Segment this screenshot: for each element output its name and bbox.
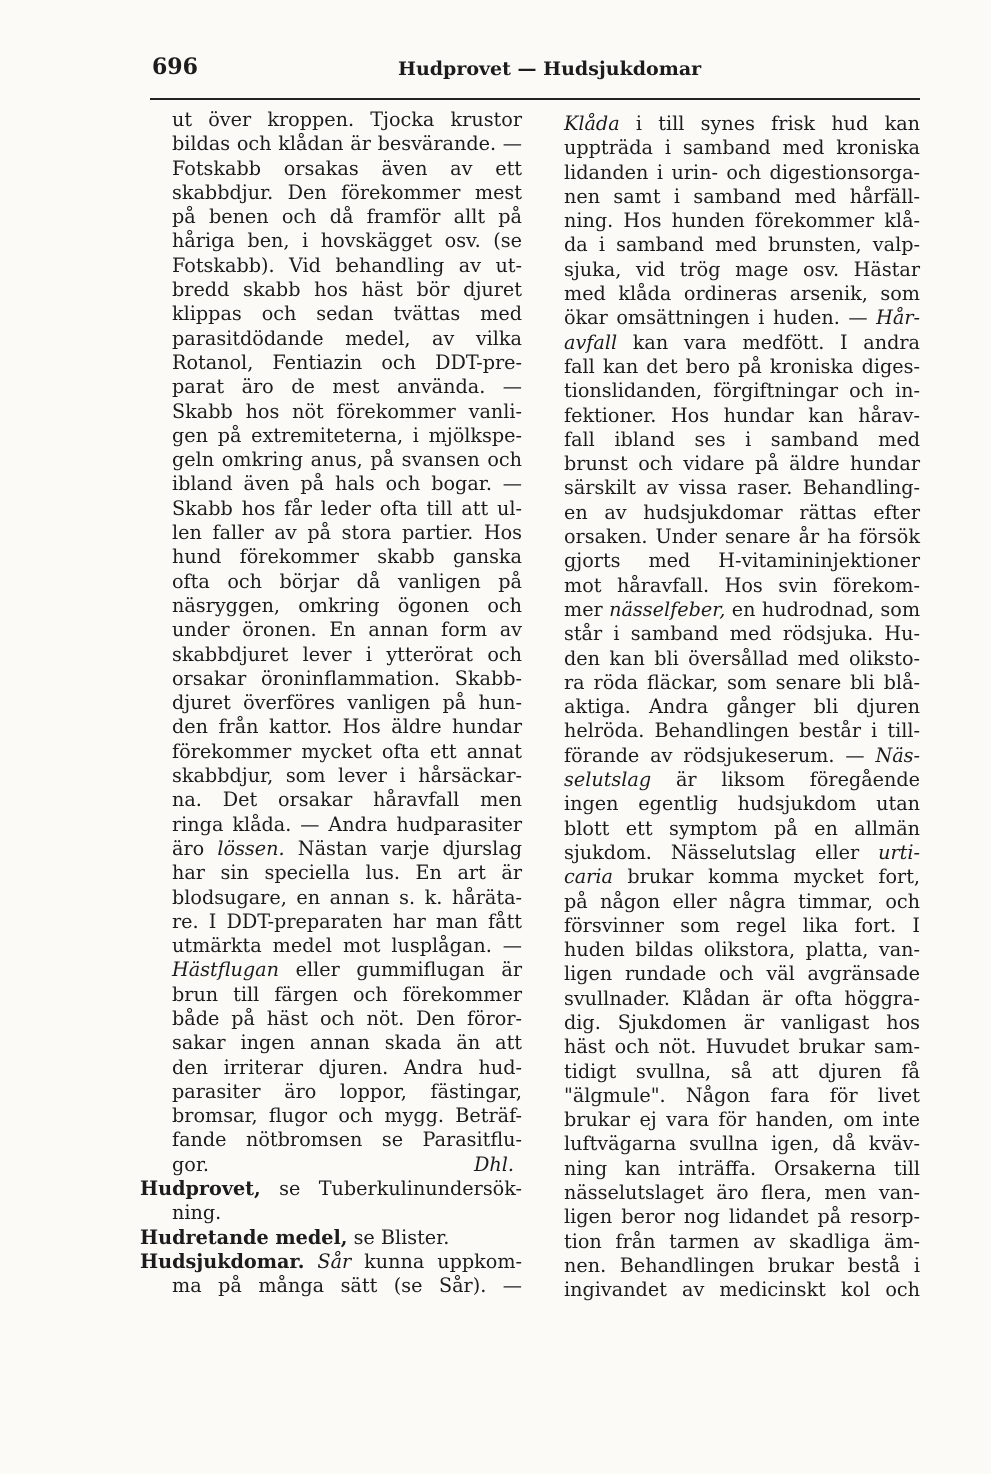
- text-line: skabbdjuret lever i ytterörat och: [172, 642, 522, 666]
- text-line: förande av rödsjukeserum. — Näs-: [564, 743, 920, 767]
- page-number: 696: [152, 54, 198, 80]
- text-line: särskilt av vissa raser. Behandling-: [564, 476, 920, 500]
- text-line: sjukdom. Nässelutslag eller urti-: [564, 840, 921, 864]
- text-line: på någon eller några timmar, och: [564, 889, 920, 913]
- text-line: har sin speciella lus. En art är: [172, 861, 522, 885]
- text-line: blott ett symptom på en allmän: [564, 816, 920, 840]
- text-line: len faller av på stora partier. Hos: [172, 521, 522, 545]
- text-line: mot håravfall. Hos svin förekom-: [564, 573, 920, 597]
- text-line: brun till färgen och förekommer: [172, 982, 522, 1006]
- text-line: nen samt i samband med hårfäll-: [564, 184, 920, 208]
- text-line: ligen beror nog lidandet på resorp-: [564, 1205, 920, 1229]
- text-line: mer nässelfeber, en hudrodnad, som: [564, 597, 921, 621]
- text-line: ning.: [172, 1201, 222, 1225]
- text-line: står i samband med rödsjuka. Hu-: [564, 622, 920, 646]
- text-line: Rotanol, Fentiazin och DDT-pre-: [172, 350, 522, 374]
- text-line: ökar omsättningen i huden. — Hår-: [564, 306, 920, 330]
- headword: Hudprovet,: [140, 1177, 261, 1201]
- text-line: ning. Hos hunden förekommer klå-: [564, 209, 920, 233]
- text-line: Skabb hos får leder ofta till att ul-: [172, 496, 522, 520]
- text-line: både på häst och nöt. Den föror-: [172, 1006, 522, 1030]
- text-line: den från kattor. Hos äldre hundar: [172, 715, 522, 739]
- text-line: parasiter äro loppor, fästingar,: [172, 1079, 522, 1103]
- text-line: häst och nöt. Huvudet brukar sam-: [564, 1035, 920, 1059]
- text-line: da i samband med brunsten, valp-: [564, 233, 920, 257]
- text-line: uppträda i samband med kroniska: [564, 136, 920, 160]
- header-rule: [150, 98, 920, 100]
- text-line: Klåda i till synes frisk hud kan: [564, 112, 920, 135]
- text-line: tionslidanden, förgiftningar och in-: [564, 379, 920, 403]
- text-line: selutslag är liksom föregående: [564, 768, 920, 792]
- text-line: luftvägarna svullna igen, då kväv-: [564, 1132, 920, 1156]
- text-line: gor. Dhl.: [172, 1152, 514, 1176]
- text-line: aktiga. Andra gånger bli djuren: [564, 695, 920, 719]
- dictionary-entry: Hudretande medel, se Blister.: [140, 1225, 450, 1249]
- text-line: Skabb hos nöt förekommer vanli-: [172, 399, 522, 423]
- text-line: helröda. Behandlingen består i till-: [564, 719, 920, 743]
- text-line: en av hudsjukdomar rättas efter: [564, 500, 920, 524]
- text-line: näsryggen, omkring ögonen och: [172, 593, 522, 617]
- text-line: orsakar öroninflammation. Skabb-: [172, 666, 522, 690]
- author-signature: Dhl.: [474, 1152, 514, 1176]
- left-column: [140, 108, 522, 1299]
- text-line: försvinner som regel lika fort. I: [564, 913, 920, 937]
- text-line: Hästflugan eller gummiflugan är: [172, 958, 522, 982]
- text-line: tidigt svullna, så att djuren få: [564, 1059, 920, 1083]
- text-line: djuret överföres vanligen på hun-: [172, 691, 522, 715]
- text-line: nen. Behandlingen brukar bestå i: [564, 1253, 920, 1277]
- text-line: geln omkring anus, på svansen och: [172, 448, 522, 472]
- text-line: ingen egentlig hudsjukdom utan: [564, 792, 920, 816]
- text-line: fektioner. Hos hundar kan hårav-: [564, 403, 920, 427]
- text-line: parat äro de mest använda. —: [172, 375, 522, 399]
- text-line: sjuka, vid trög mage osv. Hästar: [564, 257, 920, 281]
- text-line: ma på många sätt (se Sår). —: [172, 1274, 522, 1298]
- text-line: huden bildas olikstora, platta, van-: [564, 938, 920, 962]
- right-column: [564, 112, 920, 1303]
- text-line: klippas och sedan tvättas med: [172, 302, 522, 326]
- text-line: den irriterar djuren. Andra hud-: [172, 1055, 522, 1079]
- text-line: bromsar, flugor och mygg. Beträf-: [172, 1104, 522, 1128]
- text-line: lidanden i urin- och digestionsorga-: [564, 160, 920, 184]
- text-line: sakar ingen annan skada än att: [172, 1031, 522, 1055]
- text-line: under öronen. En annan form av: [172, 618, 522, 642]
- text-line: den kan bli översållad med oliksto-: [564, 646, 920, 670]
- text-line: tion från tarmen av skadliga äm-: [564, 1229, 920, 1253]
- text-line: skabbdjur, som lever i hårsäckar-: [172, 764, 522, 788]
- text-line: parasitdödande medel, av vilka: [172, 326, 522, 350]
- text-line: ingivandet av medicinskt kol och: [564, 1278, 920, 1302]
- text-line: ibland även på hals och bogar. —: [172, 472, 522, 496]
- text-line: hund förekommer skabb ganska: [172, 545, 522, 569]
- text-line: orsaken. Under senare år ha försök: [564, 525, 920, 549]
- text-line: äro lössen. Nästan varje djurslag: [172, 836, 522, 860]
- text-line: nässelutslaget äro flera, men van-: [564, 1181, 920, 1205]
- text-line: na. Det orsakar håravfall men: [172, 788, 522, 812]
- text-line: "älgmule". Någon fara för livet: [564, 1083, 920, 1107]
- dictionary-entry: Hudprovet, se Tuberkulinundersök-: [140, 1177, 522, 1201]
- text-line: blodsugare, en annan s. k. håräta-: [172, 885, 522, 909]
- text-line: gen på extremiteterna, i mjölkspe-: [172, 423, 522, 447]
- text-line: brukar ej vara för handen, om inte: [564, 1108, 920, 1132]
- text-line: dig. Sjukdomen är vanligast hos: [564, 1010, 920, 1034]
- headword: Hudsjukdomar.: [140, 1249, 305, 1273]
- text-line: fall ibland ses i samband med: [564, 427, 920, 451]
- text-line: ra röda fläckar, som senare bli blå-: [564, 670, 920, 694]
- text-line: gjorts med H-vitamininjektioner: [564, 549, 920, 573]
- text-line: med klåda ordineras arsenik, som: [564, 282, 920, 306]
- text-line: bildas och klådan är besvärande. —: [172, 132, 522, 156]
- text-line: skabbdjur. Den förekommer mest: [172, 180, 522, 204]
- text-line: svullnader. Klådan är ofta höggra-: [564, 986, 920, 1010]
- text-line: fande nötbromsen se Parasitflu-: [172, 1128, 522, 1152]
- text-line: Fotskabb orsakas även av ett: [172, 156, 522, 180]
- text-line: ut över kroppen. Tjocka krustor: [172, 108, 522, 131]
- text-line: ligen rundade och väl avgränsade: [564, 962, 920, 986]
- headword: Hudretande medel,: [140, 1225, 348, 1249]
- text-line: brunst och vidare på äldre hundar: [564, 452, 920, 476]
- text-line: bredd skabb hos häst bör djuret: [172, 278, 522, 302]
- running-head: Hudprovet — Hudsjukdomar: [398, 58, 702, 80]
- text-line: ning kan inträffa. Orsakerna till: [564, 1156, 920, 1180]
- text-line: ringa klåda. — Andra hudparasiter: [172, 812, 522, 836]
- text-line: Fotskabb). Vid behandling av ut-: [172, 253, 522, 277]
- text-line: utmärkta medel mot lusplågan. —: [172, 934, 522, 958]
- text-line: caria brukar komma mycket fort,: [564, 865, 920, 889]
- text-line: på benen och då framför allt på: [172, 205, 522, 229]
- text-line: re. I DDT-preparaten har man fått: [172, 909, 522, 933]
- text-line: håriga ben, i hovskägget osv. (se: [172, 229, 522, 253]
- text-line: ofta och börjar då vanligen på: [172, 569, 522, 593]
- dictionary-entry: Hudsjukdomar. Sår kunna uppkom-: [140, 1249, 522, 1273]
- text-line: förekommer mycket ofta ett annat: [172, 739, 522, 763]
- text-line: fall kan det bero på kroniska diges-: [564, 354, 920, 378]
- text-line: avfall kan vara medfött. I andra: [564, 330, 920, 354]
